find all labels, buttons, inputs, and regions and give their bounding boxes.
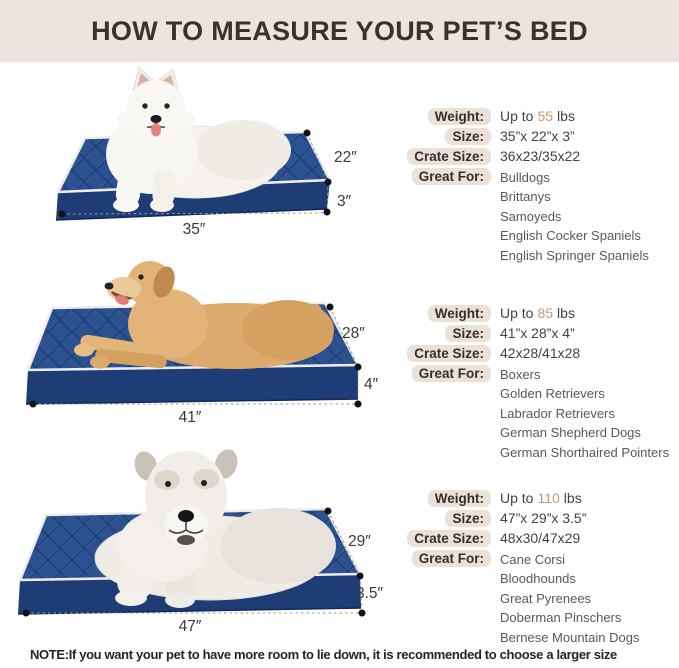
- weight-value: 85: [537, 305, 554, 321]
- dimension-label-depth: 28″: [342, 325, 365, 342]
- breed-item: Golden Retrievers: [500, 386, 605, 402]
- spec-row-crate-size: [403, 530, 675, 547]
- breed-item: Labrador Retrievers: [500, 405, 615, 421]
- bed-figure-small: [0, 62, 400, 242]
- dimension-label-thickness: 4″: [364, 376, 379, 393]
- dimension-label-thickness: 3.5″: [356, 585, 384, 602]
- great-for-label: Great For:: [412, 168, 491, 185]
- size-value: 41”x 28”x 4”: [500, 325, 575, 341]
- dimension-label-width: 47″: [178, 618, 202, 635]
- spec-row-size: [403, 325, 675, 342]
- great-for-label: Great For:: [412, 365, 491, 382]
- breed-item: English Cocker Spaniels: [500, 228, 641, 244]
- spec-row-weight: [403, 490, 675, 507]
- crate-size-value: 36x23/35x22: [500, 148, 581, 164]
- weight-value-row: [500, 490, 582, 507]
- weight-unit: lbs: [557, 108, 575, 124]
- weight-label: Weight:: [428, 108, 491, 125]
- page-title: HOW TO MEASURE YOUR PET’S BED: [91, 16, 588, 46]
- weight-unit: lbs: [563, 490, 582, 506]
- dog-illustration-large-white-dog: [95, 446, 336, 608]
- size-label: Size:: [445, 510, 491, 527]
- spec-row-great-for: [403, 550, 675, 647]
- footnote: NOTE:If you want your pet to have more room to lie down, it is recommended to choose a larger size: [30, 647, 617, 662]
- breed-item: English Springer Spaniels: [500, 247, 649, 263]
- breed-item: Boxers: [500, 367, 541, 382]
- dimension-label-depth: 29″: [348, 533, 371, 550]
- size-value: 47”x 29”x 3.5”: [500, 510, 587, 526]
- spec-row-size: [403, 128, 675, 145]
- breed-item: Samoyeds: [500, 208, 562, 224]
- weight-prefix: Up to: [500, 490, 534, 506]
- crate-size-value: 42x28/41x28: [500, 345, 581, 361]
- breed-list: [500, 550, 639, 647]
- weight-label: Weight:: [428, 490, 491, 507]
- crate-size-label: Crate Size:: [407, 530, 491, 547]
- spec-row-size: [403, 510, 675, 527]
- weight-value: 110: [537, 490, 560, 506]
- breed-item: Bulldogs: [500, 170, 550, 185]
- spec-row-crate-size: [403, 345, 675, 362]
- bed-figure-medium: [0, 248, 400, 430]
- breed-item: Great Pyrenees: [500, 590, 592, 606]
- crate-size-label: Crate Size:: [407, 345, 491, 362]
- spec-row-weight: [403, 305, 675, 322]
- spec-row-great-for: [403, 168, 675, 265]
- breed-list: [500, 365, 669, 462]
- great-for-label: Great For:: [412, 550, 491, 567]
- size-label: Size:: [445, 325, 491, 342]
- dimension-label-width: 35″: [182, 221, 206, 238]
- crate-size-value: 48x30/47x29: [500, 530, 581, 546]
- spec-panel-small: [403, 108, 675, 268]
- dimension-label-thickness: 3″: [337, 193, 352, 210]
- size-label: Size:: [445, 128, 491, 145]
- dimension-label-depth: 22″: [334, 149, 357, 166]
- dimension-label-width: 41″: [178, 409, 202, 426]
- spec-row-crate-size: [403, 148, 675, 165]
- spec-row-great-for: [403, 365, 675, 462]
- weight-label: Weight:: [428, 305, 491, 322]
- breed-item: Bloodhounds: [500, 571, 576, 587]
- weight-value: 55: [537, 108, 554, 124]
- bed-figure-large: [0, 428, 400, 647]
- breed-item: German Shorthaired Pointers: [500, 444, 670, 460]
- breed-item: Doberman Pinschers: [500, 610, 622, 626]
- crate-size-label: Crate Size:: [407, 148, 491, 165]
- header-band: [0, 0, 679, 62]
- weight-value-row: [500, 108, 575, 125]
- spec-panel-large: [403, 490, 675, 650]
- weight-prefix: Up to: [500, 305, 534, 321]
- spec-panel-medium: [403, 305, 675, 465]
- breed-item: Brittanys: [500, 189, 551, 205]
- breed-list: [500, 168, 649, 265]
- breed-item: Cane Corsi: [500, 552, 566, 567]
- weight-prefix: Up to: [500, 108, 534, 124]
- breed-item: Bernese Mountain Dogs: [500, 629, 640, 645]
- spec-row-weight: [403, 108, 675, 125]
- size-value: 35”x 22”x 3”: [500, 128, 575, 144]
- weight-value-row: [500, 305, 575, 322]
- breed-item: German Shepherd Dogs: [500, 425, 641, 441]
- weight-unit: lbs: [557, 305, 575, 321]
